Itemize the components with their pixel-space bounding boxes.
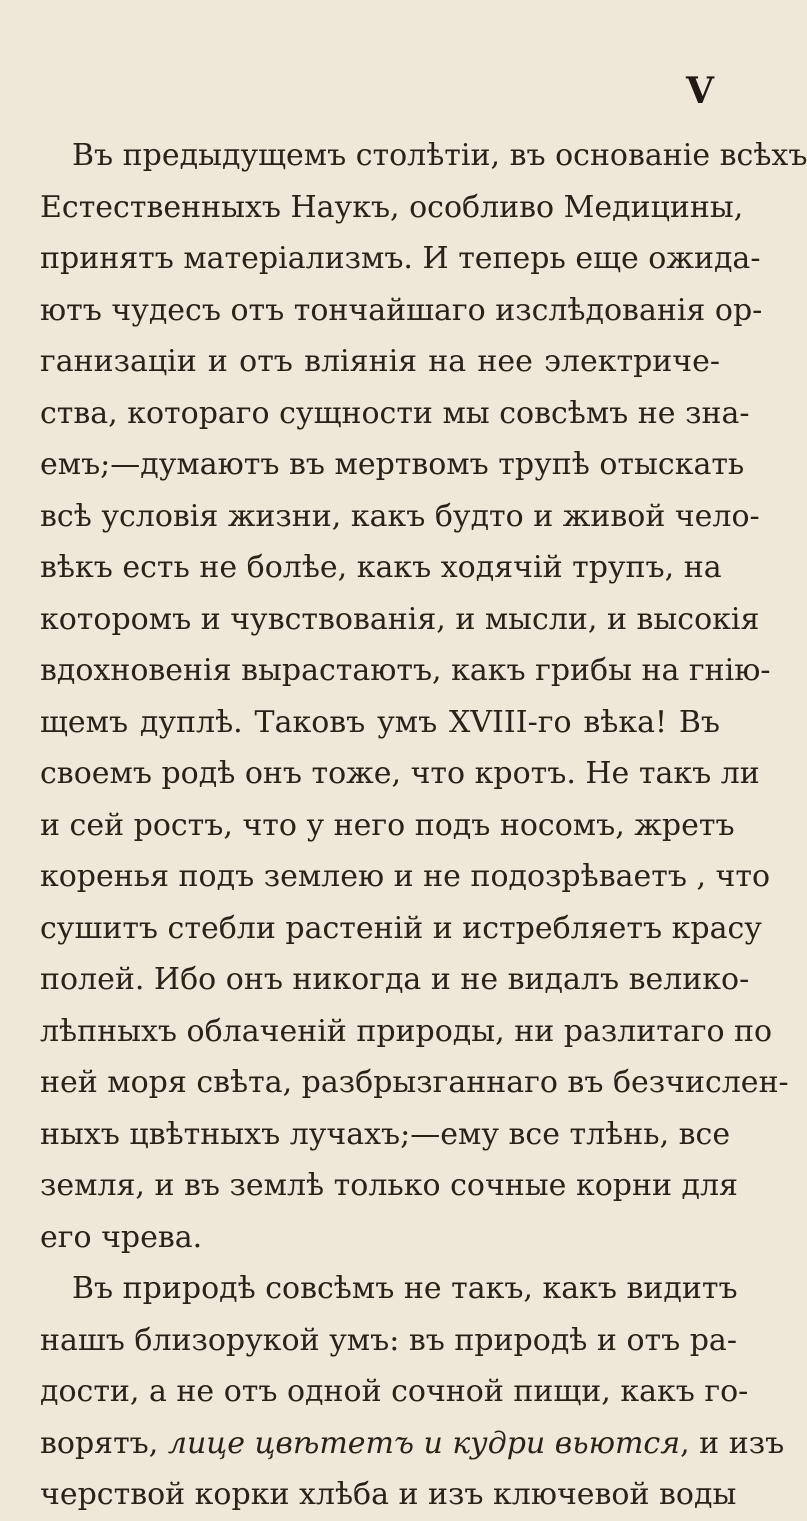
text-line: нашъ близорукой умъ: въ природѣ и отъ ра- bbox=[40, 1322, 737, 1358]
text-line: черствой корки хлѣба и изъ ключевой воды bbox=[40, 1477, 737, 1512]
text-line: сушитъ стебли растеній и истребляетъ красу bbox=[40, 910, 762, 946]
italic-phrase: лице цвѣтетъ и кудри вьются bbox=[167, 1425, 681, 1461]
text-line: вѣкъ есть не болѣе, какъ ходячій трупъ, на bbox=[40, 550, 722, 585]
text-line: дости, а не отъ одной сочной пищи, какъ го- bbox=[40, 1374, 749, 1409]
text-line: ней моря свѣта, разбрызганнаго въ безчислен- bbox=[40, 1065, 789, 1100]
page-number: V bbox=[686, 70, 714, 112]
text-line: всѣ условія жизни, какъ будто и живой чело- bbox=[40, 498, 760, 534]
text-line: которомъ и чувствованія, и мысли, и высокія bbox=[40, 601, 760, 637]
text-line: вдохновенія вырастаютъ, какъ грибы на гнію- bbox=[40, 653, 771, 688]
line-start: ворятъ, bbox=[40, 1425, 168, 1461]
text-line: земля, и въ землѣ только сочные корни для bbox=[40, 1168, 738, 1203]
text-line: ютъ чудесъ отъ тончайшаго изслѣдованія ор- bbox=[40, 292, 763, 328]
text-line: его чрева. bbox=[40, 1219, 203, 1255]
text-line: Въ предыдущемъ столѣтіи, въ основаніе всѣхъ bbox=[72, 138, 807, 173]
text-line: ства, котораго сущности мы совсѣмъ не зна- bbox=[40, 395, 750, 431]
text-line: коренья подъ землею и не подозрѣваетъ , что bbox=[40, 859, 771, 894]
text-line: полей. Ибо онъ никогда и не видалъ велико- bbox=[40, 962, 750, 997]
text-line: емъ;—думаютъ въ мертвомъ трупѣ отыскать bbox=[40, 447, 745, 482]
text-line: принятъ матеріализмъ. И теперь еще ожида- bbox=[40, 241, 761, 276]
text-line-with-italic bbox=[40, 1418, 785, 1470]
body-text bbox=[40, 130, 807, 1521]
text-line: щемъ дуплѣ. Таковъ умъ XVIII-го вѣка! Въ bbox=[40, 704, 720, 740]
text-line: Естественныхъ Наукъ, особливо Медицины, bbox=[40, 189, 744, 225]
text-line: Въ природѣ совсѣмъ не такъ, какъ видитъ bbox=[72, 1271, 738, 1306]
text-line: лѣпныхъ облаченій природы, ни разлитаго по bbox=[40, 1013, 773, 1049]
text-line: ганизаціи и отъ вліянія на нее электриче- bbox=[40, 344, 720, 379]
text-line: своемъ родѣ онъ тоже, что кротъ. Не такъ ли bbox=[40, 756, 760, 791]
text-line: ныхъ цвѣтныхъ лучахъ;—ему все тлѣнь, все bbox=[40, 1116, 731, 1152]
line-end: , и изъ bbox=[680, 1425, 785, 1461]
text-line: и сей ростъ, что у него подъ носомъ, жретъ bbox=[40, 807, 735, 843]
